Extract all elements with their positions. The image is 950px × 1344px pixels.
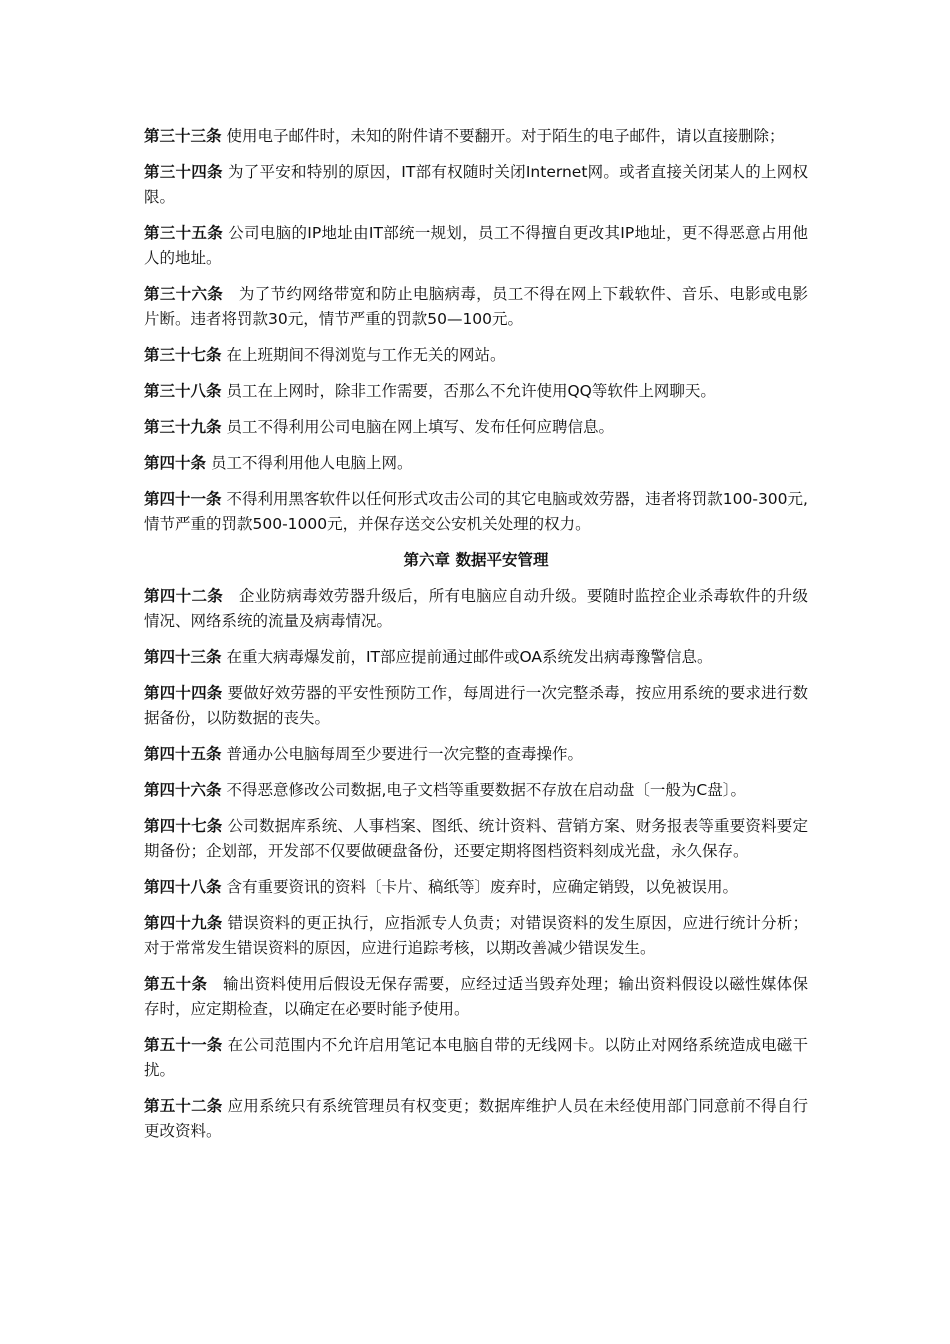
article-text: 使用电子邮件时，未知的附件请不要翻开。对于陌生的电子邮件，请以直接删除； [221,127,785,145]
article-paragraph [144,282,808,332]
article-number: 第五十二条 [144,1097,223,1115]
article-paragraph [144,875,808,900]
article-text: 应用系统只有系统管理员有权变更；数据库维护人员在未经使用部门同意前不得自行更改资料。 [144,1097,808,1140]
article-paragraph [144,221,808,271]
article-text: 错误资料的更正执行，应指派专人负责；对错误资料的发生原因，应进行统计分析；对于常常发生错误资料的原因，应进行追踪考核，以期改善减少错误发生。 [144,914,808,957]
article-text: 为了节约网络带宽和防止电脑病毒，员工不得在网上下载软件、音乐、电影或电影片断。违者将罚款30元，情节严重的罚款50—100元。 [144,285,808,328]
article-text: 员工在上网时，除非工作需要，否那么不允许使用QQ等软件上网聊天。 [221,382,716,400]
article-number: 第四十一条 [144,490,222,508]
article-paragraph [144,742,808,767]
article-paragraph [144,584,808,634]
article-paragraph [144,645,808,670]
article-paragraph [144,1094,808,1144]
article-paragraph [144,124,808,149]
article-text: 在公司范围内不允许启用笔记本电脑自带的无线网卡。以防止对网络系统造成电磁干扰。 [144,1036,808,1079]
article-text: 在上班期间不得浏览与工作无关的网站。 [221,346,506,364]
article-number: 第四十五条 [144,745,222,763]
article-paragraph [144,778,808,803]
article-number: 第五十条 [144,975,208,993]
article-paragraph [144,487,808,537]
article-text: 要做好效劳器的平安性预防工作，每周进行一次完整杀毒，按应用系统的要求进行数据备份，以防数据的丧失。 [144,684,808,727]
article-text: 员工不得利用公司电脑在网上填写、发布任何应聘信息。 [221,418,614,436]
article-number: 第四十八条 [144,878,222,896]
article-paragraph [144,1033,808,1083]
article-number: 第四十四条 [144,684,223,702]
article-paragraph [144,814,808,864]
article-number: 第四十二条 [144,587,224,605]
article-number: 第五十一条 [144,1036,223,1054]
article-text: 员工不得利用他人电脑上网。 [206,454,413,472]
article-text: 在重大病毒爆发前，IT部应提前通过邮件或OA系统发出病毒豫警信息。 [221,648,713,666]
article-number: 第三十五条 [144,224,224,242]
article-text: 含有重要资讯的资料〔卡片、稿纸等〕废弃时，应确定销毁，以免被误用。 [221,878,738,896]
article-number: 第三十九条 [144,418,222,436]
article-number: 第三十六条 [144,285,224,303]
article-text: 为了平安和特别的原因，IT部有权随时关闭Internet网。或者直接关闭某人的上网权限。 [144,163,808,206]
article-paragraph [144,911,808,961]
article-paragraph [144,415,808,440]
article-number: 第三十七条 [144,346,222,364]
article-text: 不得利用黑客软件以任何形式攻击公司的其它电脑或效劳器，违者将罚款100-300元,情节严重的罚款500-1000元，并保存送交公安机关处理的权力。 [144,490,808,533]
article-number: 第四十六条 [144,781,222,799]
article-paragraph [144,972,808,1022]
articles-section-b [144,584,808,1144]
article-text: 普通办公电脑每周至少要进行一次完整的查毒操作。 [221,745,583,763]
article-number: 第四十七条 [144,817,223,835]
article-number: 第三十四条 [144,163,223,181]
document-page [144,124,808,1155]
article-paragraph [144,343,808,368]
article-text: 企业防病毒效劳器升级后，所有电脑应自动升级。要随时监控企业杀毒软件的升级情况、网络系统的流量及病毒情况。 [144,587,808,630]
article-text: 公司电脑的IP地址由IT部统一规划，员工不得擅自更改其IP地址，更不得恶意占用他人的地址。 [144,224,808,267]
article-paragraph [144,160,808,210]
article-number: 第四十条 [144,454,207,472]
article-text: 不得恶意修改公司数据,电子文档等重要数据不存放在启动盘〔一般为C盘〕。 [221,781,746,799]
article-number: 第四十九条 [144,914,223,932]
article-paragraph [144,451,808,476]
article-number: 第三十三条 [144,127,222,145]
article-text: 输出资料使用后假设无保存需要，应经过适当毁弃处理；输出资料假设以磁性媒体保存时，应定期检查，以确定在必要时能予使用。 [144,975,808,1018]
chapter-heading: 第六章 数据平安管理 [403,551,549,569]
article-number: 第三十八条 [144,382,222,400]
article-number: 第四十三条 [144,648,222,666]
articles-section-a [144,124,808,537]
article-paragraph [144,379,808,404]
article-text: 公司数据库系统、人事档案、图纸、统计资料、营销方案、财务报表等重要资料要定期备份；企划部，开发部不仅要做硬盘备份，还要定期将图档资料刻成光盘，永久保存。 [144,817,808,860]
article-paragraph [144,681,808,731]
